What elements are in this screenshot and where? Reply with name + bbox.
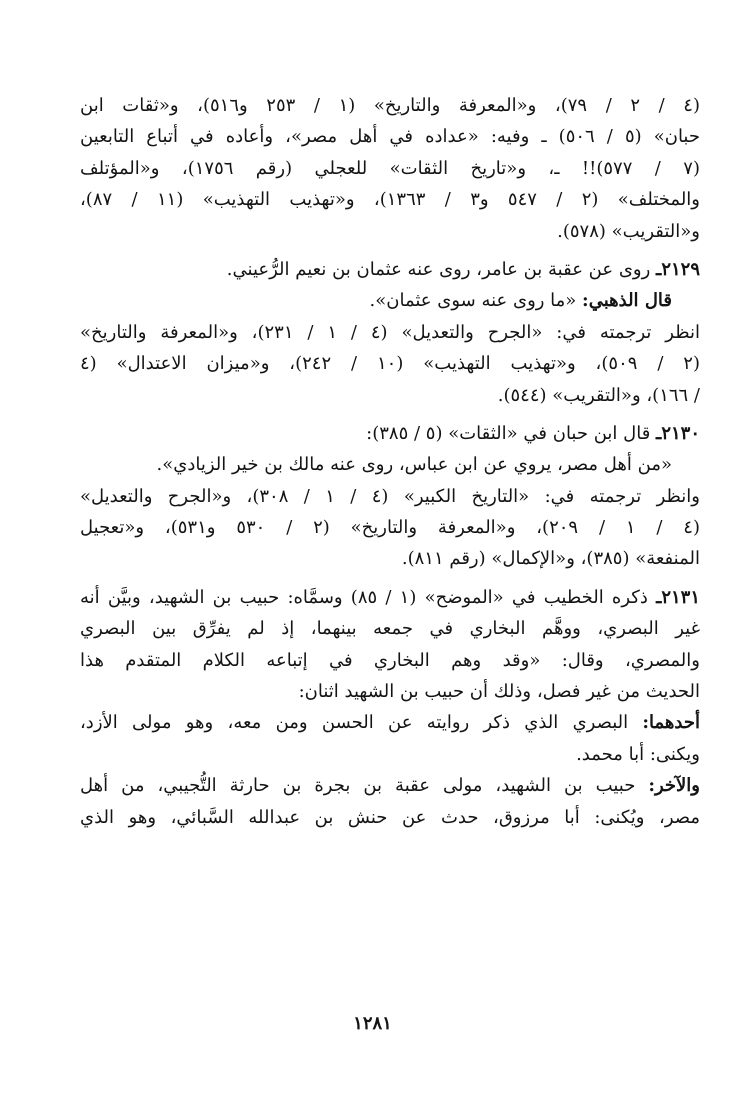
entry-text: روى عن عقبة بن عامر، روى عنه عثمان بن نعيم الرُّعيني. [226,258,657,280]
quote-text: «ما روى عنه سوى عثمان». [369,290,583,312]
text-line: الحديث من غير فصل، وذلك أن حبيب بن الشهيد اثنان: [298,681,700,703]
text-line: (٤ / ١ / ٢٠٩)، و«المعرفة والتاريخ» (٢ / ٥٣٠ و٥٣١)، و«تعجيل [80,517,700,539]
entry-2130 [80,418,700,575]
text-line: والمصري، وقال: «وقد وهم البخاري في إتباعه الكلام المتقدم هذا [80,649,700,671]
quote-line [80,285,700,316]
entry-2131 [80,582,700,833]
entry-number: ٢١٣٠ [661,422,700,444]
entry-2129 [80,254,700,411]
entry-number: ٢١٣١ [661,586,700,608]
text-line: المنفعة» (٣٨٥)، و«الإكمال» (رقم ٨١١). [401,548,700,570]
entry-lead-line [80,254,700,285]
text-line: مصر، ويُكنى: أبا مرزوق، حدث عن حنش بن عبدالله السَّبائي، وهو الذي [80,806,700,828]
text-line: انظر ترجمته في: «الجرح والتعديل» (٤ / ١ / ٢٣١)، و«المعرفة والتاريخ» [80,321,700,343]
text-line: غير البصري، ووهَّم البخاري في جمعه بينهما، إذ لم يفرِّق بين البصري [80,618,700,640]
first-line [80,707,700,738]
other-line [80,770,700,801]
text-line: ويكنى: أبا محمد. [576,743,700,765]
footnote-continuation [80,90,700,247]
text-line: حبان» (٥ / ٥٠٦) ـ وفيه: «عداده في أهل مصر»، وأعاده في أتباع التابعين [80,126,700,148]
entry-dash: ـ [656,258,662,280]
first-text: البصري الذي ذكر روايته عن الحسن ومن معه، وهو مولى الأزد، [80,712,643,734]
quote-label: قال الذهبي: [582,290,672,312]
page-number: ١٢٨١ [353,1013,392,1034]
entry-lead-line [80,418,700,449]
other-label: والآخر: [648,775,700,797]
text-line: «من أهل مصر، يروي عن ابن عباس، روى عنه مالك بن خير الزيادي». [156,454,672,476]
first-label: أحدهما: [642,712,700,734]
entry-dash: ـ [656,422,662,444]
text-line: (٤ / ٢ / ٧٩)، و«المعرفة والتاريخ» (١ / ٢٥٣ و٥١٦)، و«ثقات ابن [80,95,700,116]
text-line: وانظر ترجمته في: «التاريخ الكبير» (٤ / ١ / ٣٠٨)، و«الجرح والتعديل» [80,485,700,507]
text-line: (٧ / ٥٧٧)!! ـ، و«تاريخ الثقات» للعجلي (رقم ١٧٥٦)، و«المؤتلف [80,157,700,179]
text-line: و«التقريب» (٥٧٨). [557,220,700,242]
text-line: (٢ / ٥٠٩)، و«تهذيب التهذيب» (١٠ / ٢٤٢)، و«ميزان الاعتدال» (٤ [80,353,700,375]
entry-lead-line [80,582,700,613]
text-line: / ١٦٦)، و«التقريب» (٥٤٤). [497,384,700,406]
entry-number: ٢١٢٩ [661,258,700,280]
entry-text: قال ابن حبان في «الثقات» (٥ / ٣٨٥): [366,422,657,444]
page-body [80,90,700,833]
text-line: والمختلف» (٢ / ٥٤٧ و٣ / ١٣٦٣)، و«تهذيب التهذيب» (١١ / ٨٧)، [80,189,700,211]
entry-dash: ـ [656,586,662,608]
other-text: حبيب بن الشهيد، مولى عقبة بن بجرة بن حارثة التُّجيبي، من أهل [80,775,649,797]
entry-text: ذكره الخطيب في «الموضح» (١ / ٨٥) وسمَّاه: حبيب بن الشهيد، وبيَّن أنه [80,586,657,608]
